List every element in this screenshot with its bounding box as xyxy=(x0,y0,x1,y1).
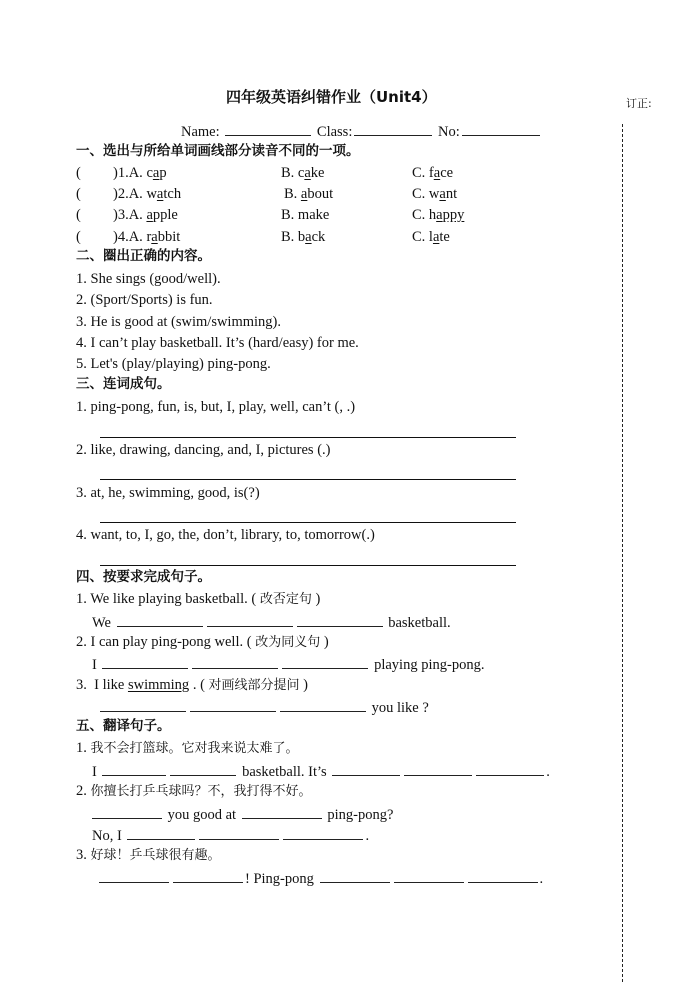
answer-blank[interactable] xyxy=(100,698,186,712)
option-b xyxy=(281,165,324,182)
section4-q1-answer xyxy=(92,613,451,632)
option-c-underlined: a xyxy=(439,186,446,202)
answer-line[interactable] xyxy=(100,522,516,523)
option-c-post: nt xyxy=(445,186,458,202)
answer-middle: ! Ping-pong xyxy=(245,871,314,887)
answer-blank[interactable] xyxy=(283,826,363,840)
section3-item: 4. want, to, I, go, the, don’t, library, to, tomorrow(.) xyxy=(76,527,375,543)
answer-blank[interactable] xyxy=(320,869,390,883)
option-b xyxy=(281,229,325,246)
section2-item: 1. She sings (good/well). xyxy=(76,271,221,287)
answer-line[interactable] xyxy=(100,565,516,566)
option-b-post: ke xyxy=(315,207,330,223)
answer-blank[interactable] xyxy=(117,613,203,627)
section3-heading: 三、连词成句。 xyxy=(76,376,171,392)
question-text-end: . ( xyxy=(189,677,205,693)
option-c-pre: C. h xyxy=(412,207,437,223)
underlined-word: swimming xyxy=(127,677,190,693)
option-a-underlined: a xyxy=(156,186,164,202)
answer-prefix: I xyxy=(92,764,97,780)
answer-blank[interactable] xyxy=(404,762,472,776)
answer-end: . xyxy=(546,764,550,780)
option-b-pre: B. b xyxy=(281,229,306,245)
question-text: 2. I can play ping-pong well. ( xyxy=(76,634,252,650)
answer-middle: you good at xyxy=(167,807,237,823)
answer-line[interactable] xyxy=(100,437,516,438)
answer-prefix: We xyxy=(92,615,111,631)
answer-blank[interactable] xyxy=(192,655,278,669)
option-c-post: ppy xyxy=(442,207,465,223)
section5-q3-answer xyxy=(97,869,543,888)
answer-blank[interactable] xyxy=(282,655,368,669)
section2-item: 3. He is good at (swim/swimming). xyxy=(76,314,282,330)
paren-close: ) xyxy=(303,677,309,693)
option-b-post: bout xyxy=(307,186,334,202)
option-c-post: ce xyxy=(440,165,454,181)
option-b xyxy=(281,207,329,224)
answer-blank[interactable] xyxy=(242,805,322,819)
option-c xyxy=(412,207,464,224)
section2-item: 5. Let's (play/playing) ping-pong. xyxy=(76,356,271,372)
option-c-pre: C. l xyxy=(412,229,433,245)
section5-q2-answer1 xyxy=(90,805,393,824)
chinese-sentence: 我不会打篮球。它对我来说太难了。 xyxy=(90,741,299,756)
no-label: No: xyxy=(437,124,460,140)
section4-heading: 四、按要求完成句子。 xyxy=(76,569,211,585)
answer-blank[interactable] xyxy=(207,613,293,627)
question-row xyxy=(113,207,178,224)
name-field[interactable] xyxy=(225,122,311,136)
question-row xyxy=(113,229,180,246)
option-c xyxy=(412,165,453,182)
section5-q2-answer2 xyxy=(92,826,369,845)
name-label: Name: xyxy=(181,124,220,140)
answer-line[interactable] xyxy=(100,479,516,480)
section2-heading: 二、圈出正确的内容。 xyxy=(76,248,211,264)
paren-open: ( xyxy=(76,229,81,245)
class-field[interactable] xyxy=(354,122,432,136)
question-number: )1.A. xyxy=(113,165,143,181)
option-a-post: tch xyxy=(163,186,182,202)
answer-blank[interactable] xyxy=(280,698,366,712)
section4-q1 xyxy=(76,591,320,608)
option-b-underlined: a xyxy=(304,165,311,181)
section4-q3-answer xyxy=(98,698,429,717)
section4-q3 xyxy=(76,677,308,694)
answer-blank[interactable] xyxy=(332,762,400,776)
section1-heading: 一、选出与所给单词画线部分读音不同的一项。 xyxy=(76,143,360,159)
paren-open: ( xyxy=(76,186,81,202)
question-number: 3. xyxy=(76,847,87,863)
answer-blank[interactable] xyxy=(102,655,188,669)
option-b-pre: B. c xyxy=(281,165,305,181)
section2-item: 4. I can’t play basketball. It’s (hard/easy) for me. xyxy=(76,335,359,351)
title-text: 四年级英语纠错作业（Unit4） xyxy=(226,88,437,106)
question-number: 2. xyxy=(76,783,87,799)
answer-suffix: basketball. xyxy=(388,615,451,631)
option-b-pre: B. xyxy=(284,186,301,202)
correction-label: 订正: xyxy=(626,97,652,110)
answer-blank[interactable] xyxy=(190,698,276,712)
question-row xyxy=(113,186,181,203)
answer-middle: basketball. It’s xyxy=(242,764,327,780)
option-c-post: te xyxy=(439,229,450,245)
option-c xyxy=(412,229,450,246)
option-c-pre: C. f xyxy=(412,165,434,181)
section3-item: 3. at, he, swimming, good, is(?) xyxy=(76,485,260,501)
option-a-post: p xyxy=(159,165,167,181)
option-b-underlined: a xyxy=(300,186,308,202)
section3-item: 2. like, drawing, dancing, and, I, pictures (.) xyxy=(76,442,331,458)
section5-q1 xyxy=(76,740,299,757)
section3-item: 1. ping-pong, fun, is, but, I, play, well, can’t (, .) xyxy=(76,399,356,415)
option-c xyxy=(412,186,457,203)
question-number: )4.A. xyxy=(113,229,143,245)
option-c-pre: C. w xyxy=(412,186,440,202)
section5-heading: 五、翻译句子。 xyxy=(76,718,171,734)
answer-blank[interactable] xyxy=(394,869,464,883)
section2-item: 2. (Sport/Sports) is fun. xyxy=(76,292,213,308)
option-a-pre: r xyxy=(146,229,152,245)
answer-prefix: No, I xyxy=(92,828,122,844)
option-a-underlined: a xyxy=(151,229,158,245)
answer-blank[interactable] xyxy=(170,762,236,776)
question-text: 3. I like xyxy=(76,677,128,693)
option-b-pre: B. m xyxy=(281,207,310,223)
paren-open: ( xyxy=(76,165,81,181)
answer-blank[interactable] xyxy=(127,826,195,840)
answer-blank[interactable] xyxy=(199,826,279,840)
option-c-underlined: a xyxy=(432,229,440,245)
paren-close: ) xyxy=(323,634,329,650)
section4-q2 xyxy=(76,634,329,651)
option-c-underlined: a xyxy=(433,165,441,181)
option-a-post: bbit xyxy=(157,229,181,245)
chinese-sentence: 好球！乒乓球很有趣。 xyxy=(90,848,221,863)
section5-q1-answer xyxy=(92,762,550,781)
answer-blank[interactable] xyxy=(173,869,243,883)
answer-suffix: you like ? xyxy=(371,700,429,716)
answer-end: . xyxy=(539,871,544,887)
question-number: )2.A. xyxy=(113,186,143,202)
question-number: )3.A. xyxy=(113,207,143,223)
class-label: Class: xyxy=(316,124,353,140)
question-text: 1. We like playing basketball. ( xyxy=(76,591,257,607)
answer-blank[interactable] xyxy=(468,869,538,883)
no-field[interactable] xyxy=(462,122,540,136)
option-a-pre: w xyxy=(146,186,157,202)
answer-blank[interactable] xyxy=(102,762,166,776)
student-info-row xyxy=(181,122,542,141)
option-a-underlined: a xyxy=(146,207,153,223)
option-b-letter: a xyxy=(309,207,316,223)
option-a-pre: c xyxy=(146,165,153,181)
question-number: 1. xyxy=(76,740,87,756)
chinese-sentence: 你擅长打乒乓球吗？不，我打得不好。 xyxy=(90,784,312,799)
answer-prefix: I xyxy=(92,657,97,673)
option-c-underlined: a xyxy=(436,207,443,223)
answer-blank[interactable] xyxy=(476,762,544,776)
option-b-post: ke xyxy=(310,165,325,181)
answer-end: . xyxy=(365,828,370,844)
option-b-post: ck xyxy=(311,229,326,245)
section5-q3 xyxy=(76,847,221,864)
option-a-underlined: a xyxy=(152,165,160,181)
paren-close: ) xyxy=(315,591,321,607)
answer-blank[interactable] xyxy=(92,805,162,819)
section5-q2 xyxy=(76,783,312,800)
dashed-margin-line xyxy=(622,124,623,982)
question-row xyxy=(113,165,167,182)
instruction: 改为同义句 xyxy=(255,635,321,650)
instruction: 改否定句 xyxy=(259,592,312,607)
option-b-underlined: a xyxy=(305,229,312,245)
answer-blank[interactable] xyxy=(297,613,383,627)
section4-q2-answer xyxy=(92,655,484,674)
option-b xyxy=(284,186,333,203)
paren-open: ( xyxy=(76,207,81,223)
option-a-post: pple xyxy=(152,207,178,223)
answer-suffix: playing ping-pong. xyxy=(374,657,485,673)
page-title xyxy=(226,89,437,107)
instruction: 对画线部分提问 xyxy=(208,678,300,693)
answer-end: ping-pong? xyxy=(327,807,394,823)
answer-blank[interactable] xyxy=(99,869,169,883)
